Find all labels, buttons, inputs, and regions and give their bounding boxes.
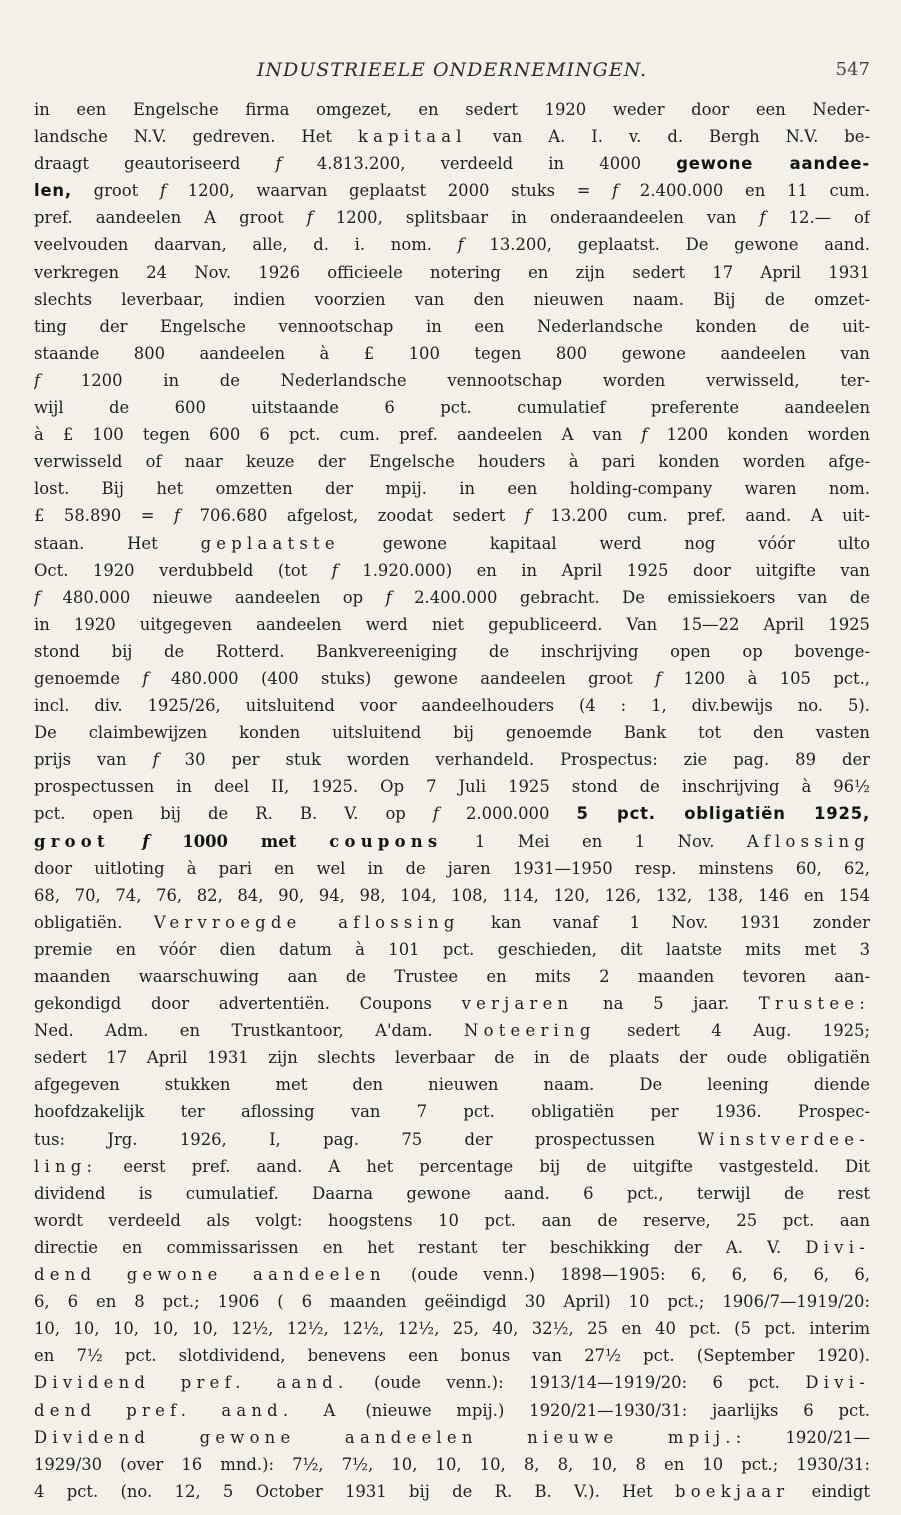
text-segment: sedert 4 Aug. 1925; [595, 1021, 870, 1041]
text-segment: van A. I. v. d. Bergh N.V. be- [466, 127, 870, 147]
text-segment: staan. Het [34, 533, 201, 553]
text-segment: veelvouden daarvan, alle, d. i. nom. [34, 235, 458, 255]
text-segment: 5 pct. obligatiën 1925, [576, 804, 870, 824]
text-segment: Dividend pref. aand. [34, 1373, 349, 1393]
text-segment: en 7½ pct. slotdividend, benevens een bonus van 27½ pct. (September 1920). [34, 1346, 870, 1366]
text-segment: kapitaal [357, 127, 467, 147]
text-segment: groot [34, 831, 110, 851]
text-segment: 1 Mei en 1 Nov. [442, 831, 747, 851]
text-segment: f [159, 181, 167, 201]
text-segment: f [457, 235, 464, 255]
text-segment: 4 pct. (no. 12, 5 October 1931 bij de R. B. V.). Het [34, 1481, 675, 1501]
text-segment: pct. open bij de R. B. V. op [34, 804, 433, 824]
text-segment: 1200, waarvan geplaatst 2000 stuks = [166, 181, 613, 201]
text-segment: 1.920.000) en in April 1925 door uitgifte van [337, 560, 870, 580]
text-line [34, 800, 870, 827]
text-segment: f [524, 506, 531, 526]
text-segment: Aflossing [746, 831, 870, 851]
text-segment: premie en vóór dien datum à 101 pct. geschieden, dit laatste mits met 3 [34, 939, 870, 959]
text-line [34, 936, 870, 963]
text-segment: verkregen 24 Nov. 1926 officieele notering en zijn sedert 17 April 1931 [34, 262, 870, 282]
text-segment: 13.200 cum. pref. aand. A uit- [530, 506, 870, 526]
text-segment: f [759, 208, 766, 228]
text-segment: 68, 70, 74, 76, 82, 84, 90, 94, 98, 104, 108, 114, 120, 126, 132, 138, 146 en 154 [34, 885, 870, 905]
text-line [34, 882, 870, 909]
text-segment: 2.400.000 en 11 cum. [618, 181, 870, 201]
page-title: INDUSTRIEELE ONDERNEMINGEN. [256, 59, 648, 81]
text-segment: ting der Engelsche vennootschap in een Nederlandsche konden de uit- [34, 316, 870, 336]
text-line [34, 1098, 870, 1125]
text-line [34, 1207, 870, 1234]
text-line [34, 584, 870, 611]
text-line [34, 1342, 870, 1369]
text-line [34, 1424, 870, 1451]
text-segment: 30 per stuk worden verhandeld. Prospectus: zie pag. 89 der [158, 750, 870, 770]
text-segment: groot [71, 181, 160, 201]
text-segment: à £ 100 tegen 600 6 pct. cum. pref. aandeelen A van [34, 425, 642, 445]
text-segment: Noteering [464, 1021, 596, 1041]
text-segment: landsche N.V. gedreven. Het [34, 127, 358, 147]
text-line [34, 448, 870, 475]
text-line [34, 1369, 870, 1396]
text-segment: Trustee: [758, 994, 870, 1014]
text-segment: coupons [329, 831, 443, 851]
text-segment: 706.680 afgelost, zoodat sedert [180, 506, 525, 526]
text-segment: Winstverdee- [697, 1129, 870, 1149]
text-segment: wijl de 600 uitstaande 6 pct. cumulatief preferente aandeelen [34, 398, 870, 418]
text-segment: wordt verdeeld als volgt: hoogstens 10 pct. aan de reserve, 25 pct. aan [34, 1210, 870, 1230]
text-segment: verjaren [461, 994, 574, 1014]
text-line [34, 855, 870, 882]
text-line [34, 231, 870, 258]
text-segment: 1200 konden worden [647, 425, 870, 445]
text-line [34, 96, 870, 123]
text-segment: Divi- [805, 1237, 870, 1257]
text-line [34, 963, 870, 990]
text-segment: f [142, 831, 150, 851]
text-line [34, 665, 870, 692]
text-line [34, 367, 870, 394]
text-segment: maanden waarschuwing aan de Trustee en mits 2 maanden tevoren aan- [34, 967, 870, 986]
text-line [34, 421, 870, 448]
text-segment: (oude venn.): 1913/14—1919/20: 6 pct. [348, 1373, 806, 1393]
text-segment: staande 800 aandeelen à £ 100 tegen 800 gewone aandeelen van [34, 343, 870, 363]
text-line [34, 611, 870, 638]
text-segment: geplaatste [200, 533, 340, 553]
body-text [34, 96, 870, 1505]
text-segment: gewone kapitaal werd nog vóór ulto [339, 533, 870, 553]
text-segment: £ 58.890 = [34, 506, 175, 526]
text-line [34, 286, 870, 313]
text-segment: Ned. Adm. en Trustkantoor, A'dam. [34, 1021, 465, 1041]
text-segment: 6, 6 en 8 pct.; 1906 ( 6 maanden geëindigd 30 April) 10 pct.; 1906/7—1919/20: [34, 1292, 870, 1312]
text-line [34, 1017, 870, 1044]
text-segment: gewone aandee- [676, 154, 870, 174]
page-number: 547 [835, 59, 870, 80]
text-segment: eindigt [789, 1481, 870, 1501]
text-segment: lost. Bij het omzetten der mpij. in een holding-company waren nom. [34, 479, 870, 499]
text-segment: Dividend gewone aandeelen nieuwe mpij. [34, 1427, 736, 1447]
text-segment: gekondigd door advertentiën. Coupons [34, 994, 462, 1014]
text-segment: (oude venn.) 1898—1905: 6, 6, 6, 6, 6, [385, 1265, 870, 1285]
running-head [34, 56, 870, 84]
text-line [34, 1234, 870, 1261]
text-line [34, 1288, 870, 1315]
text-line [34, 1180, 870, 1207]
text-segment: 2.400.000 gebracht. De emissiekoers van de [391, 587, 870, 607]
text-line [34, 1478, 870, 1505]
text-segment: 480.000 (400 stuks) gewone aandeelen groot [148, 668, 656, 688]
text-segment: stond bij de Rotterd. Bankvereeniging de inschrijving open op bovenge- [34, 641, 870, 661]
text-line [34, 909, 870, 936]
text-line [34, 340, 870, 367]
text-segment: verwisseld of naar keuze der Engelsche houders à pari konden worden afge- [34, 452, 870, 472]
text-line [34, 1044, 870, 1071]
text-line [34, 990, 870, 1017]
text-segment: eerst pref. aand. A het percentage bij de uitgifte vastgesteld. Dit [97, 1156, 870, 1176]
text-segment: 2.000.000 [438, 804, 577, 824]
text-line [34, 746, 870, 773]
text-segment: f [142, 668, 149, 688]
text-segment: in 1920 uitgegeven aandeelen werd niet gepubliceerd. Van 15—22 April 1925 [34, 614, 870, 634]
text-segment: f [34, 587, 41, 607]
text-segment: Divi- [805, 1373, 870, 1393]
text-segment: kan vanaf 1 Nov. 1931 zonder [459, 912, 870, 932]
text-segment [110, 832, 143, 851]
text-segment: dend pref. aand. A [34, 1400, 341, 1420]
text-segment: door uitloting à pari en wel in de jaren 1931—1950 resp. minstens 60, 62, [34, 858, 870, 878]
text-line [34, 313, 870, 340]
text-segment: prospectussen in deel II, 1925. Op 7 Juli 1925 stond de inschrijving à 96½ [34, 777, 870, 797]
text-line [34, 828, 870, 855]
text-segment: f [432, 804, 439, 824]
text-line [34, 557, 870, 584]
text-line [34, 1261, 870, 1288]
text-segment: tus: Jrg. 1926, I, pag. 75 der prospectussen [34, 1129, 698, 1149]
text-line [34, 123, 870, 150]
text-segment: De claimbewijzen konden uitsluitend bij genoemde Bank tot den vasten [34, 723, 870, 743]
text-line [34, 638, 870, 665]
text-line [34, 530, 870, 557]
text-segment: in een Engelsche firma omgezet, en sedert 1920 weder door een Neder- [34, 100, 870, 119]
text-segment: f [331, 560, 338, 580]
text-line [34, 259, 870, 286]
text-segment: pref. aandeelen A groot [34, 208, 307, 228]
text-segment: f [612, 181, 619, 201]
text-line [34, 1153, 870, 1180]
text-segment: obligatiën. [34, 912, 154, 932]
text-line [34, 502, 870, 529]
text-segment: na 5 jaar. [573, 994, 759, 1014]
text-line [34, 1071, 870, 1098]
text-line [34, 475, 870, 502]
text-line [34, 1397, 870, 1424]
text-segment: f [385, 587, 392, 607]
text-segment: afgegeven stukken met den nieuwen naam. De leening diende [34, 1075, 870, 1095]
text-segment: : 1920/21— [735, 1427, 870, 1447]
text-segment: f [306, 208, 313, 228]
text-segment: boekjaar [674, 1481, 790, 1501]
text-segment: f [275, 154, 282, 174]
text-line [34, 394, 870, 421]
text-segment: draagt geautoriseerd [34, 154, 276, 174]
text-segment: 1000 met [149, 831, 330, 851]
text-segment: 12.— of [765, 208, 870, 228]
text-segment: directie en commissarissen en het restant ter beschikking der A. V. [34, 1237, 806, 1257]
text-segment: (nieuwe mpij.) 1920/21—1930/31: jaarlijks 6 pct. [340, 1400, 870, 1420]
text-segment: 13.200, geplaatst. De gewone aand. [463, 235, 870, 255]
text-line [34, 1315, 870, 1342]
text-segment: f [641, 425, 648, 445]
text-segment: ling: [34, 1156, 98, 1176]
text-segment: f [34, 370, 41, 390]
text-line [34, 773, 870, 800]
text-segment: f [174, 506, 181, 526]
text-line [34, 1126, 870, 1153]
text-segment: 1200 à 105 pct., [661, 668, 870, 688]
text-segment: hoofdzakelijk ter aflossing van 7 pct. obligatiën per 1936. Prospec- [34, 1102, 870, 1122]
text-segment: 1929/30 (over 16 mnd.): 7½, 7½, 10, 10, 10, 8, 8, 10, 8 en 10 pct.; 1930/31: [34, 1454, 870, 1474]
text-segment: f [152, 750, 159, 770]
text-line [34, 719, 870, 746]
text-segment: prijs van [34, 750, 153, 770]
text-segment: 1200, splitsbaar in onderaandeelen van [312, 208, 760, 228]
text-line [34, 150, 870, 177]
text-segment: Vervroegde aflossing [153, 912, 460, 932]
text-line [34, 177, 870, 204]
text-segment: sedert 17 April 1931 zijn slechts leverbaar de in de plaats der oude obligatiën [34, 1048, 870, 1068]
text-segment: len, [34, 181, 72, 201]
text-segment: 4.813.200, verdeeld in 4000 [281, 154, 677, 174]
text-segment: Oct. 1920 verdubbeld (tot [34, 560, 332, 580]
text-line [34, 692, 870, 719]
text-segment: 10, 10, 10, 10, 10, 12½, 12½, 12½, 12½, 25, 40, 32½, 25 en 40 pct. (5 pct. interim [34, 1319, 870, 1339]
text-segment: slechts leverbaar, indien voorzien van den nieuwen naam. Bij de omzet- [34, 289, 870, 309]
text-segment: f [655, 668, 662, 688]
text-line [34, 204, 870, 231]
text-segment: genoemde [34, 668, 143, 688]
text-segment: incl. div. 1925/26, uitsluitend voor aandeelhouders (4 : 1, div.bewijs no. 5). [34, 696, 870, 716]
text-segment: dend gewone aandeelen [34, 1265, 386, 1285]
text-segment: dividend is cumulatief. Daarna gewone aand. 6 pct., terwijl de rest [34, 1183, 870, 1203]
text-segment: 480.000 nieuwe aandeelen op [40, 587, 386, 607]
text-line [34, 1451, 870, 1478]
text-segment: 1200 in de Nederlandsche vennootschap worden verwisseld, ter- [40, 370, 870, 390]
